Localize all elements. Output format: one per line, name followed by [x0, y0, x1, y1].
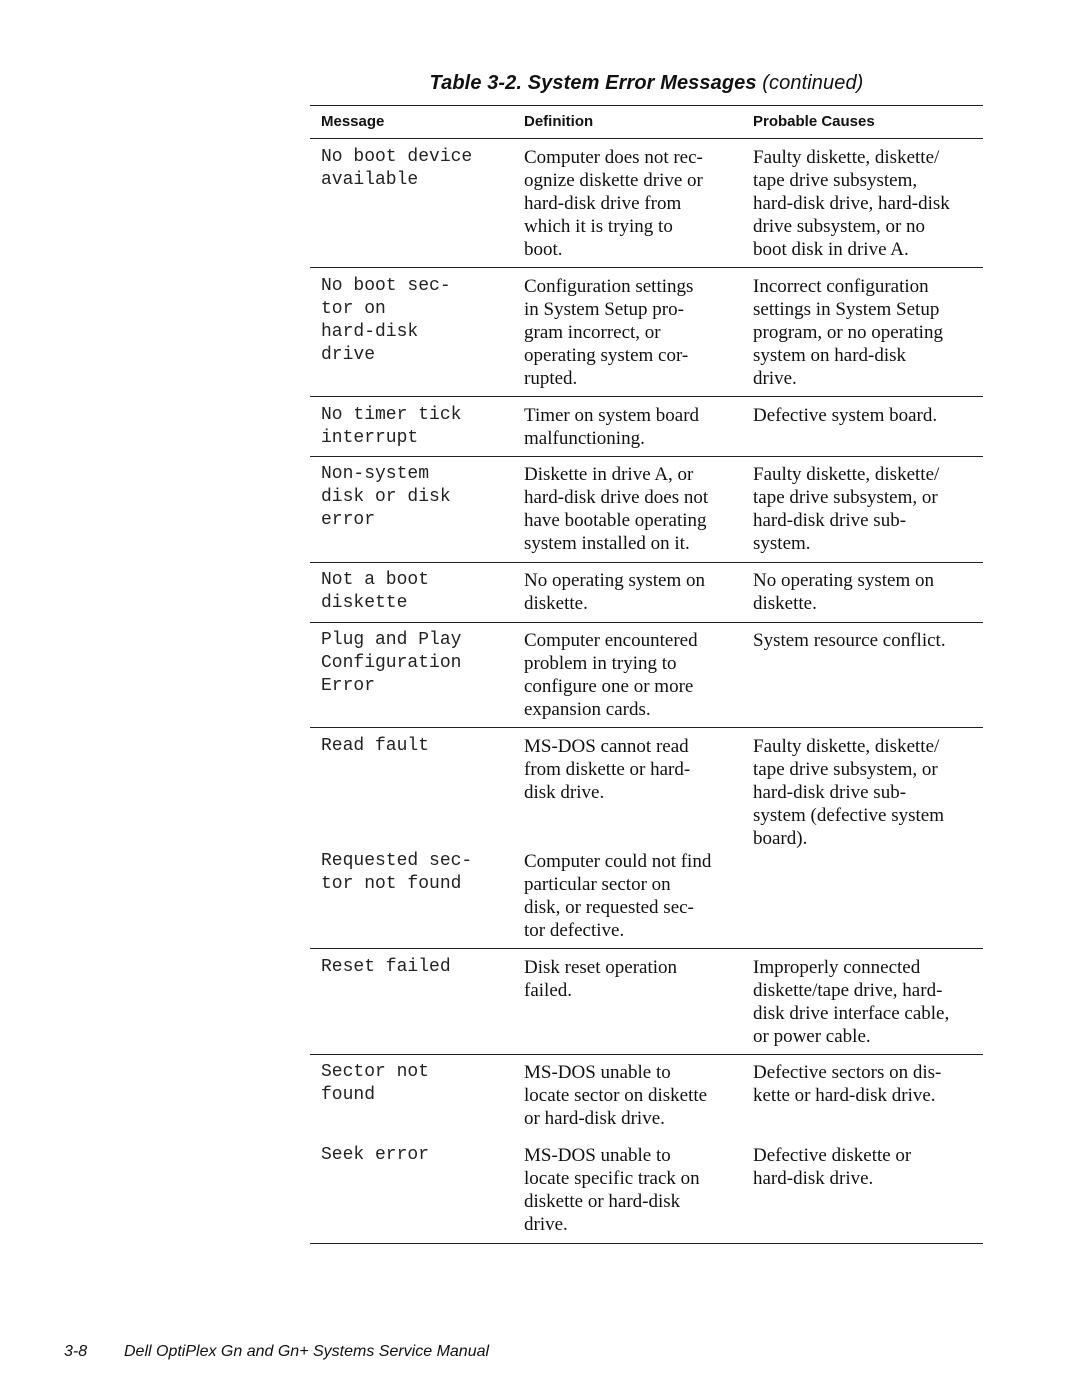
header-message: Message	[321, 113, 385, 130]
row-divider	[310, 267, 983, 268]
table-title-continued: (continued)	[762, 72, 864, 94]
header-rule	[310, 138, 983, 139]
definition-cell: No operating system on diskette.	[524, 570, 706, 614]
definition-cell: Timer on system board malfunctioning.	[524, 405, 700, 449]
message-cell: Seek error	[321, 1145, 430, 1165]
row-divider	[310, 948, 983, 949]
causes-cell: Faulty diskette, diskette/ tape drive subsystem, or hard-disk drive sub- system (defective system board).	[753, 736, 945, 849]
message-cell: Sector not found	[321, 1062, 430, 1105]
causes-cell: Incorrect configuration settings in System Setup program, or no operating system on hard-disk drive.	[753, 276, 943, 389]
message-cell: Plug and Play Configuration Error	[321, 630, 462, 696]
message-cell: Non-system disk or disk error	[321, 464, 451, 530]
message-cell: Reset failed	[321, 957, 451, 977]
definition-cell: Computer could not find particular sector on disk, or requested sec- tor defective.	[524, 851, 712, 941]
row-divider	[310, 456, 983, 457]
message-cell: No boot sec- tor on hard-disk drive	[321, 276, 451, 365]
row-divider	[310, 727, 983, 728]
message-cell: Not a boot diskette	[321, 570, 430, 613]
causes-cell: Faulty diskette, diskette/ tape drive subsystem, hard-disk drive, hard-disk drive subsystem, or no boot disk in drive A.	[753, 147, 950, 260]
table-bottom-rule	[310, 1243, 983, 1244]
page-footer	[64, 1343, 490, 1361]
table-title	[310, 72, 983, 95]
manual-title: Dell OptiPlex Gn and Gn+ Systems Service Manual	[124, 1343, 490, 1360]
header-probable-causes: Probable Causes	[753, 113, 875, 130]
message-cell: Read fault	[321, 736, 430, 756]
definition-cell: Diskette in drive A, or hard-disk drive does not have bootable operating system installed on it.	[524, 464, 709, 554]
row-divider	[310, 562, 983, 563]
causes-cell: Defective sectors on dis- kette or hard-disk drive.	[753, 1062, 942, 1106]
definition-cell: Disk reset operation failed.	[524, 957, 678, 1001]
causes-cell: No operating system on diskette.	[753, 570, 935, 614]
message-cell: No timer tick interrupt	[321, 405, 462, 448]
definition-cell: Configuration settings in System Setup pro- gram incorrect, or operating system cor- rupted.	[524, 276, 694, 389]
causes-cell: Improperly connected diskette/tape drive, hard- disk drive interface cable, or power cable.	[753, 957, 950, 1047]
causes-cell: Defective system board.	[753, 405, 938, 426]
page-number: 3-8	[64, 1343, 88, 1360]
causes-cell: System resource conflict.	[753, 630, 946, 651]
definition-cell: MS-DOS unable to locate sector on diskette or hard-disk drive.	[524, 1062, 708, 1129]
row-divider	[310, 396, 983, 397]
table-top-rule	[310, 105, 983, 106]
message-cell: Requested sec- tor not found	[321, 851, 473, 894]
message-cell: No boot device available	[321, 147, 473, 190]
causes-cell: Faulty diskette, diskette/ tape drive subsystem, or hard-disk drive sub- system.	[753, 464, 940, 554]
definition-cell: MS-DOS unable to locate specific track on diskette or hard-disk drive.	[524, 1145, 700, 1235]
definition-cell: MS-DOS cannot read from diskette or hard- disk drive.	[524, 736, 691, 803]
causes-cell: Defective diskette or hard-disk drive.	[753, 1145, 912, 1189]
definition-cell: Computer encountered problem in trying to configure one or more expansion cards.	[524, 630, 698, 720]
table-title-main: Table 3-2. System Error Messages	[429, 72, 757, 94]
definition-cell: Computer does not rec- ognize diskette drive or hard-disk drive from which it is trying to boot.	[524, 147, 703, 260]
row-divider	[310, 1054, 983, 1055]
row-divider	[310, 622, 983, 623]
header-definition: Definition	[524, 113, 594, 130]
